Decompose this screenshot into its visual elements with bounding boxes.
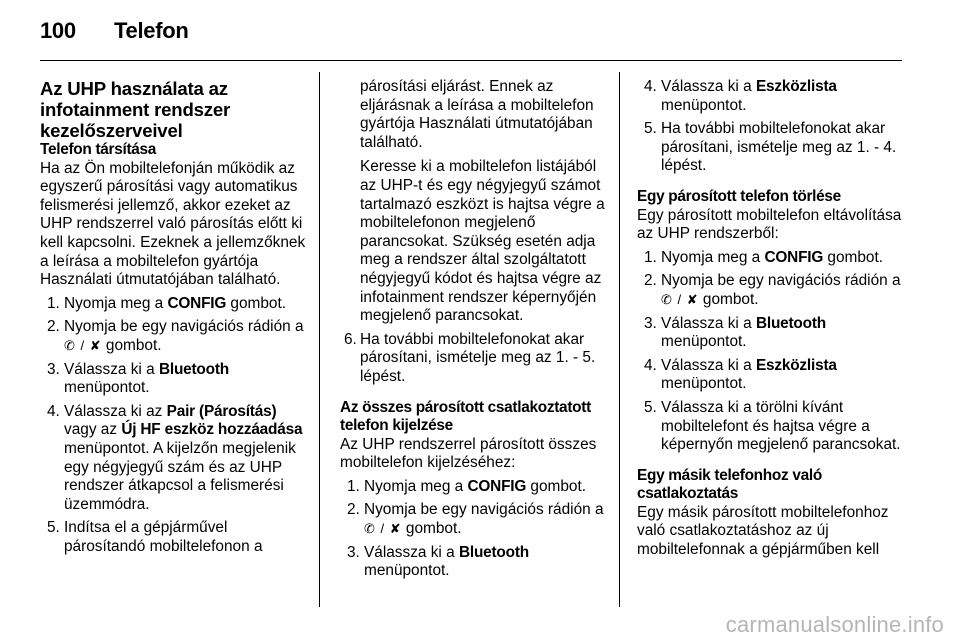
list-item: 4. Válassza ki a Eszközlista menüpontot. xyxy=(644,356,837,393)
subheading-show-all: Az összes párosított csatlakoztatott telefon kijelzése xyxy=(340,398,591,435)
list-item: 5. Ha további mobiltelefonokat akar párosítani, ismételje meg az 1. - 4. lépést. xyxy=(644,120,897,175)
list-item: 3. Válassza ki a Bluetooth menüpontot. xyxy=(644,314,826,351)
list-item: 6. Ha további mobiltelefonokat akar párosítani, ismételje meg az 1. - 5. lépést. xyxy=(344,330,596,385)
list-item: 1. Nyomja meg a CONFIG gombot. xyxy=(644,248,884,266)
phone-end-call-icon: ✆ / ✘ xyxy=(364,521,402,537)
page-number: 100 xyxy=(40,18,76,43)
column-2 xyxy=(340,78,612,581)
steps-list xyxy=(340,478,612,581)
page-title: Telefon xyxy=(114,18,189,43)
steps-list xyxy=(40,295,308,557)
list-item-continued: Keresse ki a mobiltelefon listájából az UHP-t és egy négyjegyű számot tartalmazó eszközt is hajtsa végre a mobiltelefonon megjelenő parancsokat. Szükség esetén adja meg a rendszer által szolgáltatott négyjegyű kódot és hajtsa végre az infotainment rendszer képernyőjén megjelenő parancsokat. xyxy=(360,158,605,325)
list-item: 2. Nyomja be egy navigációs rádión a ✆ / ✘ gombot. xyxy=(644,272,901,308)
list-item: 1. Nyomja meg a CONFIG gombot. xyxy=(347,477,587,495)
phone-end-call-icon: ✆ / ✘ xyxy=(661,291,699,307)
section-heading: Az UHP használata az infotainment rendszer kezelőszerveivel xyxy=(40,78,231,141)
subheading-connect-other: Egy másik telefonhoz való csatlakoztatás xyxy=(637,466,822,503)
list-item: 5. Válassza ki a törölni kívánt mobiltelefont és hajtsa végre a képernyőn megjelenő parancsokat. xyxy=(644,398,901,454)
steps-list-continued xyxy=(340,78,612,387)
paragraph-intro: Ha az Ön mobiltelefonján működik az egyszerű párosítási vagy automatikus felismerési jellemző, akkor ezeket az UHP rendszerrel való párosítás előtt ki kell kapcsolni. Ezeknek a jellemzőknek a leírása a mobiltelefon gyártója Használati útmutatójában található. xyxy=(40,159,306,289)
subheading-pairing: Telefon társítása xyxy=(40,141,157,158)
paragraph-intro: Az UHP rendszerrel párosított összes mobiltelefon kijelzéséhez: xyxy=(340,435,597,472)
column-divider xyxy=(319,72,320,607)
list-item: 2. Nyomja be egy navigációs rádión a ✆ / ✘ gombot. xyxy=(347,501,604,538)
paragraph-intro: Egy másik párosított mobiltelefonhoz való csatlakoztatáshoz az új mobiltelefonnak a gépjárműben kell xyxy=(637,503,889,559)
list-item: 1. Nyomja meg a CONFIG gombot. xyxy=(47,294,287,312)
column-3 xyxy=(637,78,905,560)
column-1 xyxy=(40,78,308,556)
phone-end-call-icon: ✆ / ✘ xyxy=(64,337,102,353)
list-item-continued: párosítási eljárást. Ennek az eljárásnak a leírása a mobiltelefon gyártója Használati útmutatójában található. xyxy=(360,78,594,151)
list-item: 4. Válassza ki az Pair (Párosítás) vagy az Új HF eszköz hozzáadása menüpontot. A kijelzőn megjelenik egy négyjegyű szám és az UHP rendszer átkapcsol a felismerési üzemmódra. xyxy=(47,402,303,513)
watermark: carmanualsonline.info xyxy=(725,612,944,637)
list-item: 4. Válassza ki a Eszközlista menüpontot. xyxy=(644,78,837,114)
list-item: 2. Nyomja be egy navigációs rádión a ✆ / ✘ gombot. xyxy=(47,318,304,354)
steps-list xyxy=(637,249,905,455)
column-divider xyxy=(619,72,620,607)
steps-list-continued xyxy=(637,78,905,176)
header-rule xyxy=(40,60,902,61)
paragraph-intro: Egy párosított mobiltelefon eltávolítása az UHP rendszerből: xyxy=(637,206,902,243)
subheading-delete: Egy párosított telefon törlése xyxy=(637,187,841,205)
list-item: 3. Válassza ki a Bluetooth menüpontot. xyxy=(47,360,229,397)
list-item: 5. Indítsa el a gépjárművel párosítandó mobiltelefonon a xyxy=(47,519,263,555)
list-item: 3. Válassza ki a Bluetooth menüpontot. xyxy=(347,543,529,580)
